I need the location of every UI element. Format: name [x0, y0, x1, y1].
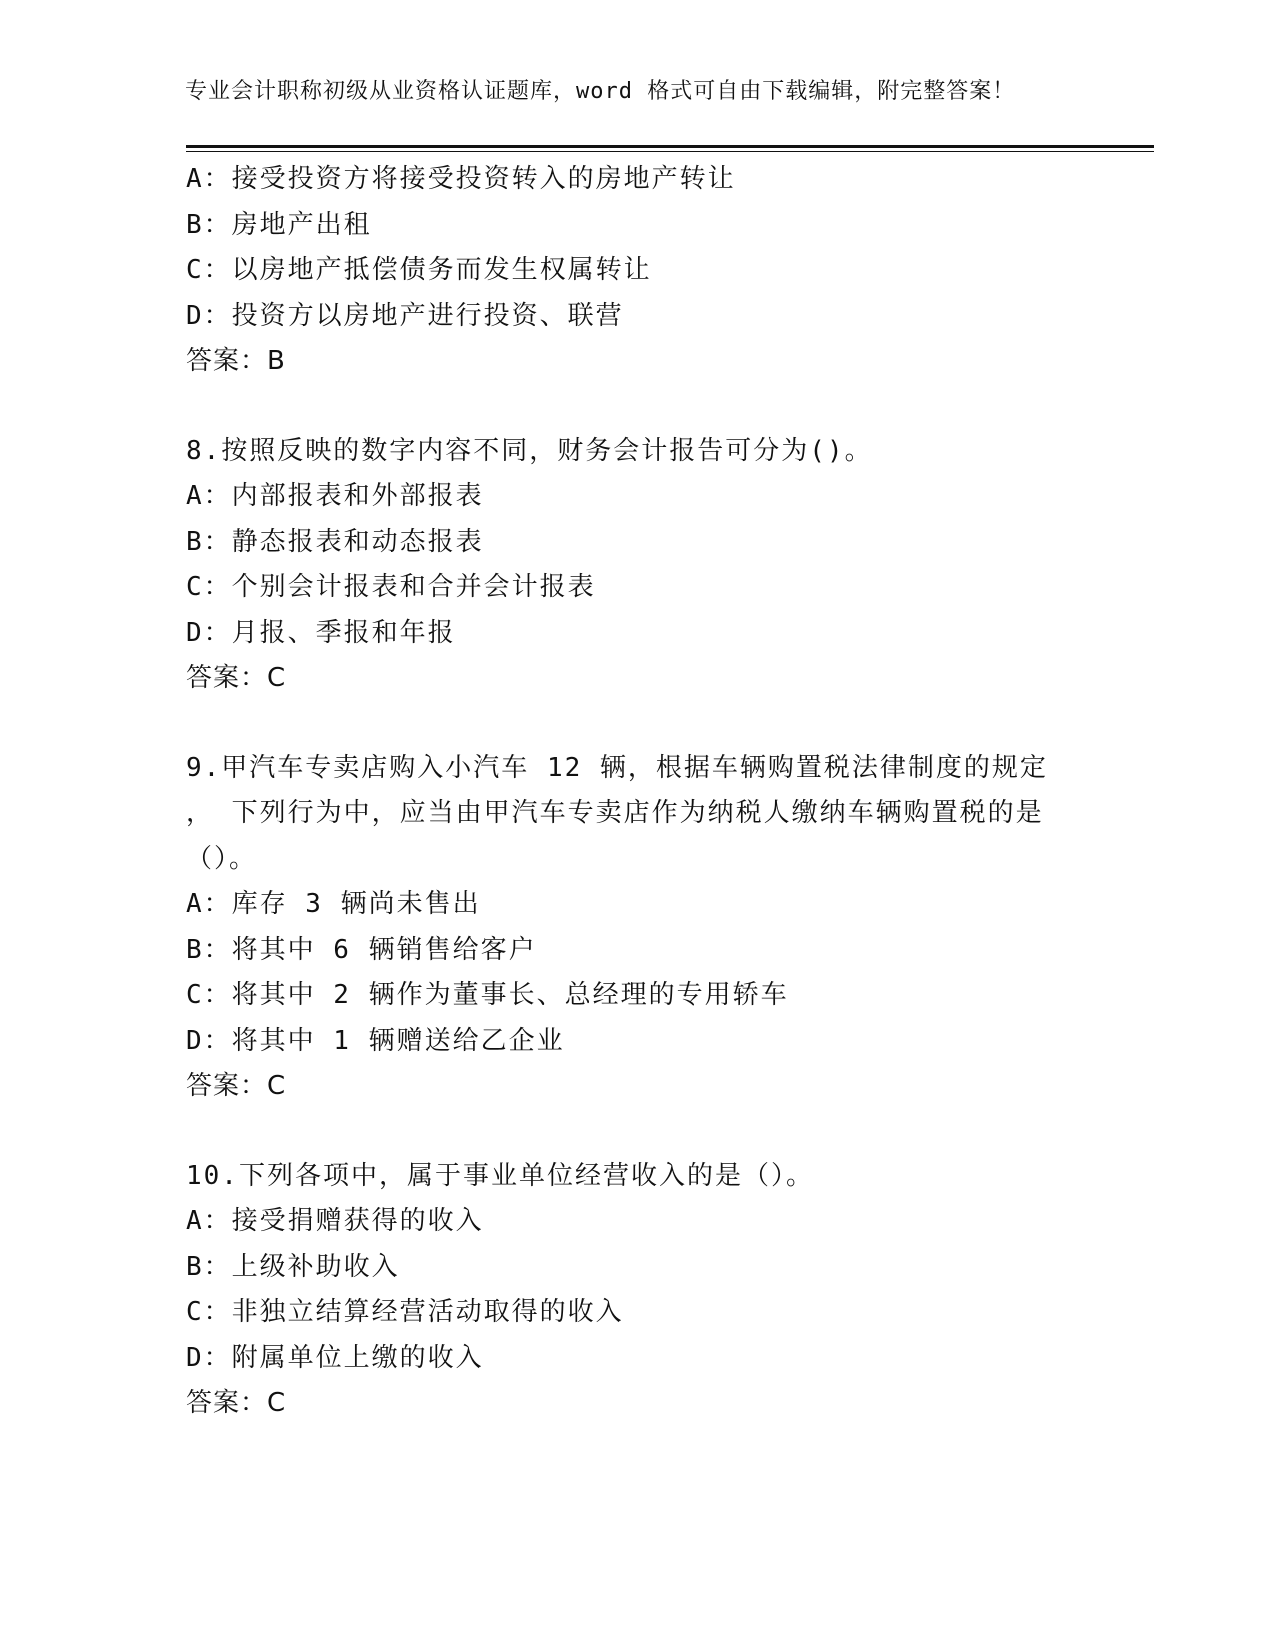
page-header: 专业会计职称初级从业资格认证题库，word 格式可自由下载编辑，附完整答案！ — [185, 79, 1016, 104]
option-a: A：库存 3 辆尚未售出 — [186, 889, 481, 919]
option-a: A：接受捐赠获得的收入 — [186, 1206, 484, 1236]
document-body — [186, 157, 1086, 1427]
question-stem-line-3: （）。 — [186, 843, 258, 874]
option-d: D：附属单位上缴的收入 — [186, 1342, 484, 1373]
option-a: A：内部报表和外部报表 — [186, 481, 484, 511]
answer: 答案：B — [186, 346, 286, 376]
option-d: D：月报、季报和年报 — [186, 617, 456, 648]
question-stem: 8.按照反映的数字内容不同，财务会计报告可分为()。 — [186, 435, 873, 466]
header-rule-thick — [186, 145, 1154, 148]
question-block-7 — [186, 157, 1086, 385]
option-c: C：以房地产抵偿债务而发生权属转让 — [186, 255, 652, 285]
question-block-9 — [186, 746, 1086, 1110]
option-c: C：个别会计报表和合并会计报表 — [186, 572, 596, 602]
question-stem-line-2: ， 下列行为中，应当由甲汽车专卖店作为纳税人缴纳车辆购置税的是 — [186, 798, 1044, 828]
option-a: A：接受投资方将接受投资转入的房地产转让 — [186, 164, 736, 194]
answer: 答案：C — [186, 1388, 287, 1418]
option-d: D：投资方以房地产进行投资、联营 — [186, 300, 624, 331]
header-rule-thin — [186, 151, 1154, 152]
option-b: B：将其中 6 辆销售给客户 — [186, 934, 537, 965]
question-stem-line-1: 9.甲汽车专卖店购入小汽车 12 辆，根据车辆购置税法律制度的规定 — [186, 752, 1048, 783]
question-stem: 10.下列各项中，属于事业单位经营收入的是（）。 — [186, 1160, 814, 1191]
answer: 答案：C — [186, 663, 287, 693]
option-b: B：静态报表和动态报表 — [186, 526, 484, 557]
option-c: C：非独立结算经营活动取得的收入 — [186, 1297, 624, 1327]
option-b: B：上级补助收入 — [186, 1251, 400, 1282]
question-block-8 — [186, 429, 1086, 702]
option-d: D：将其中 1 辆赠送给乙企业 — [186, 1025, 565, 1056]
option-b: B：房地产出租 — [186, 209, 372, 240]
question-block-10 — [186, 1154, 1086, 1427]
option-c: C：将其中 2 辆作为董事长、总经理的专用轿车 — [186, 980, 789, 1010]
answer: 答案：C — [186, 1071, 287, 1101]
